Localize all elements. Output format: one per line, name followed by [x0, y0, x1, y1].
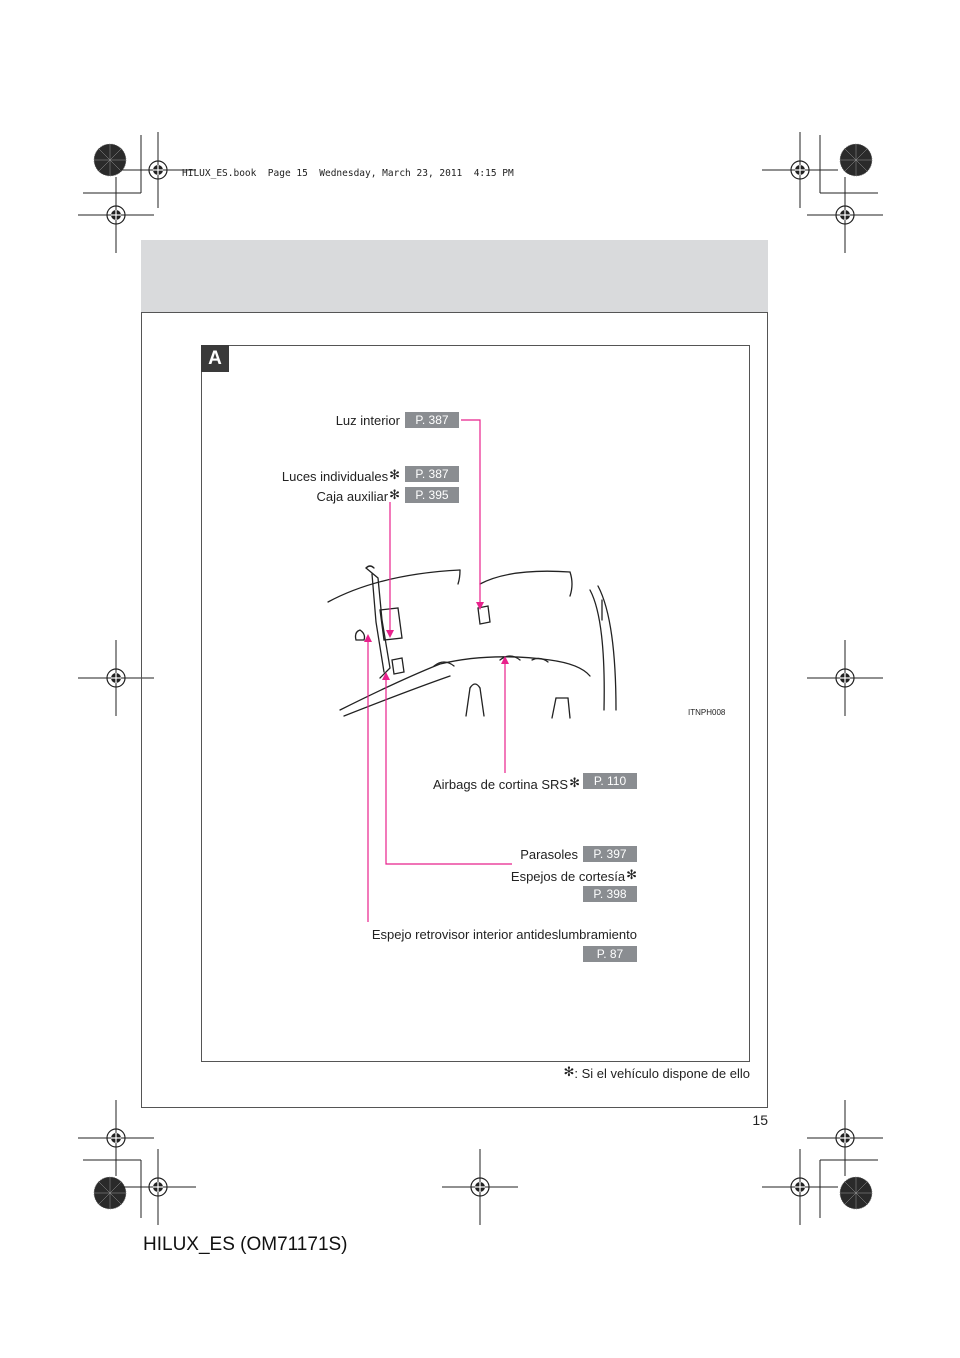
optional-mark: ✻	[626, 867, 637, 882]
document-id: HILUX_ES (OM71171S)	[143, 1234, 348, 1255]
arrow-luces-individuales	[386, 630, 394, 638]
optional-mark: ✻	[389, 487, 400, 502]
page-ref-parasoles[interactable]: P. 397	[583, 846, 637, 862]
callout-label-parasoles: Parasoles	[520, 847, 578, 862]
page-ref-espejos-cortesia[interactable]: P. 398	[583, 886, 637, 902]
arrow-airbags	[501, 656, 509, 664]
leader-parasoles	[386, 678, 512, 864]
page-ref-espejo-retrovisor[interactable]: P. 87	[583, 946, 637, 962]
page-ref-luces-individuales[interactable]: P. 387	[405, 466, 459, 482]
optional-mark: ✻	[569, 775, 580, 790]
footnote	[520, 1064, 750, 1081]
callout-label-luces-individuales: Luces individuales✻	[281, 467, 400, 484]
footnote-text: : Si el vehículo dispone de ello	[574, 1066, 750, 1081]
page-ref-luz-interior[interactable]: P. 387	[405, 412, 459, 428]
print-header: HILUX_ES.book Page 15 Wednesday, March 23, 2011 4:15 PM	[182, 168, 514, 179]
optional-mark: ✻	[389, 467, 400, 482]
page-ref-airbags[interactable]: P. 110	[583, 773, 637, 789]
leader-luz-interior	[461, 420, 480, 604]
section-tab: A	[201, 345, 229, 372]
arrow-luz-interior	[476, 602, 484, 610]
callout-label-espejo-retrovisor: Espejo retrovisor interior antideslumbramiento	[371, 927, 637, 942]
footnote-mark: ✻	[563, 1064, 575, 1079]
callout-label-caja-auxiliar: Caja auxiliar✻	[316, 487, 400, 504]
page-ref-caja-auxiliar[interactable]: P. 395	[405, 487, 459, 503]
callout-label-luz-interior: Luz interior	[335, 413, 400, 428]
arrow-parasoles	[382, 672, 390, 680]
callout-label-espejos-cortesia: Espejos de cortesía✻	[510, 867, 637, 884]
callout-label-airbags: Airbags de cortina SRS✻	[432, 775, 580, 792]
figure-code: ITNPH008	[688, 708, 726, 717]
arrow-espejo	[364, 634, 372, 642]
page-number: 15	[752, 1112, 768, 1128]
